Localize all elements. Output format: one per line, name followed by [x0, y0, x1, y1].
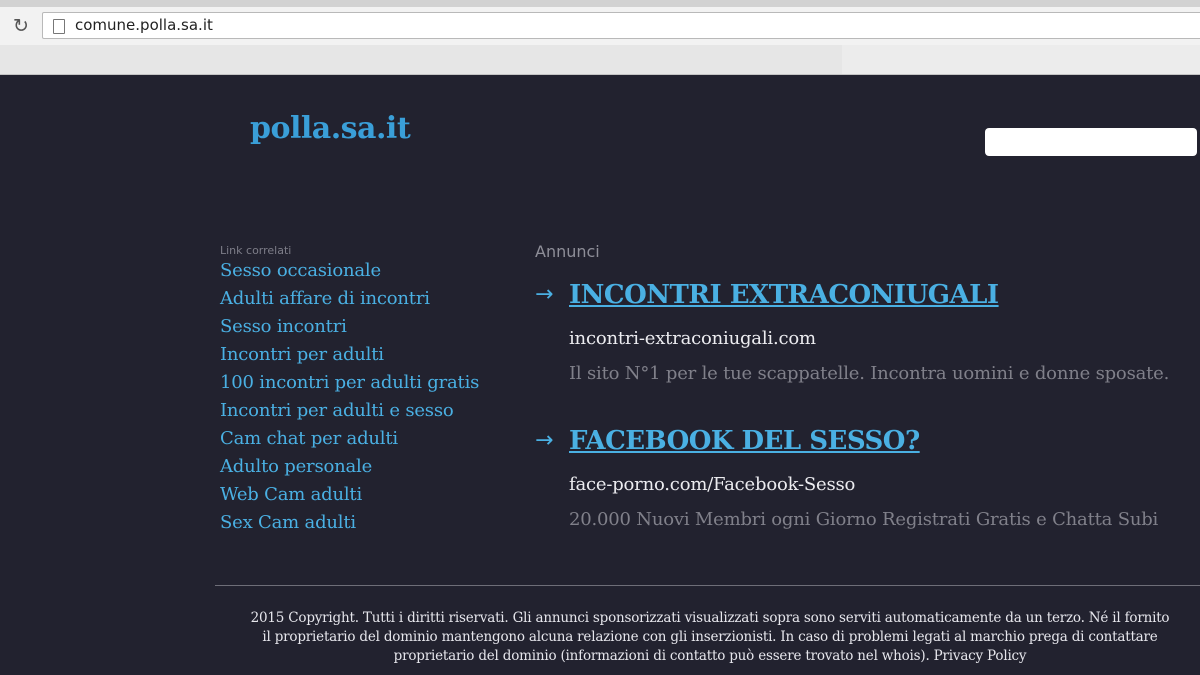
footer-line: il proprietario del dominio mantengono alcuna relazione con gli inserzionisti. In caso di problemi legati al marchio prega di contattare: [262, 629, 1158, 645]
ad-description: Il sito N°1 per le tue scappatelle. Incontra uomini e donne sposate.: [569, 363, 1170, 384]
related-link[interactable]: Cam chat per adulti: [220, 428, 398, 449]
related-link[interactable]: Web Cam adulti: [220, 484, 363, 505]
bookmarks-bar: [0, 45, 1200, 75]
footer-divider: [215, 585, 1200, 586]
related-link[interactable]: Adulti affare di incontri: [220, 288, 430, 309]
ad-title-link[interactable]: INCONTRI EXTRACONIUGALI: [569, 280, 999, 310]
browser-toolbar: [0, 7, 1200, 45]
related-links-list: [220, 259, 510, 539]
address-bar[interactable]: [42, 12, 1200, 39]
ad-title-link[interactable]: FACEBOOK DEL SESSO?: [569, 426, 920, 456]
related-link[interactable]: Sesso incontri: [220, 316, 347, 337]
arrow-right-icon: →: [535, 428, 554, 453]
footer: [210, 609, 1200, 666]
ads-heading: Annunci: [535, 242, 600, 261]
arrow-right-icon: →: [535, 282, 554, 307]
page-icon: [53, 19, 65, 34]
related-link[interactable]: Sesso occasionale: [220, 260, 381, 281]
search-input[interactable]: [985, 128, 1197, 156]
site-logo[interactable]: polla.sa.it: [250, 111, 411, 146]
reload-icon[interactable]: ↻: [13, 15, 29, 37]
related-link[interactable]: Incontri per adulti: [220, 344, 384, 365]
footer-line: proprietario del dominio (informazioni di contatto può essere trovato nel whois). Privacy Policy: [393, 648, 1027, 664]
web-page: [0, 75, 1200, 675]
related-link[interactable]: 100 incontri per adulti gratis: [220, 372, 480, 393]
footer-line: 2015 Copyright. Tutti i diritti riservati. Gli annunci sponsorizzati visualizzati sopra sono serviti automaticamente da un terzo. Né il fornito: [250, 610, 1170, 626]
ad-url[interactable]: incontri-extraconiugali.com: [569, 328, 816, 349]
related-links-heading: Link correlati: [220, 244, 292, 257]
ad-url[interactable]: face-porno.com/Facebook-Sesso: [569, 474, 856, 495]
related-link[interactable]: Incontri per adulti e sesso: [220, 400, 454, 421]
ad-description: 20.000 Nuovi Membri ogni Giorno Registrati Gratis e Chatta Subi: [569, 509, 1159, 530]
related-link[interactable]: Sex Cam adulti: [220, 512, 356, 533]
address-bar-url: comune.polla.sa.it: [75, 16, 213, 34]
related-link[interactable]: Adulto personale: [220, 456, 373, 477]
